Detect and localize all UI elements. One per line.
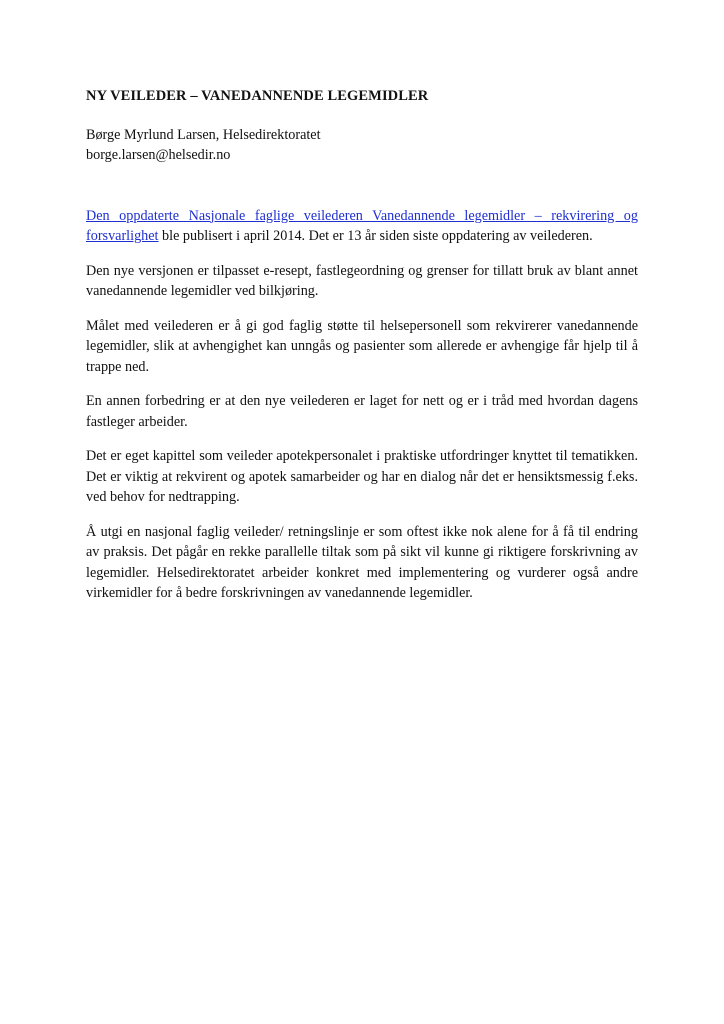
paragraph-3: Målet med veilederen er å gi god faglig støtte til helsepersonell som rekvirerer vanedannende legemidler, slik at avhengighet kan unngås og pasienter som allerede er avhengige får hjelp til å trappe ned.	[86, 317, 638, 375]
author-name: Børge Myrlund Larsen, Helsedirektoratet	[86, 126, 321, 143]
veileder-link[interactable]: Den oppdaterte Nasjonale faglige veilederen Vanedannende legemidler – rekvirering og forsvarlighet	[86, 207, 638, 244]
paragraph-5: Det er eget kapittel som veileder apotekpersonalet i praktiske utfordringer knyttet til tematikken. Det er viktig at rekvirent og apotek samarbeider og har en dialog når det er hensiktsmessig f.eks. ved behov for nedtrapping.	[86, 448, 638, 505]
paragraph-6: Å utgi en nasjonal faglig veileder/ retningslinje er som oftest ikke nok alene for å få til endring av praksis. Det pågår en rekke parallelle tiltak som på sikt vil kunne gi riktigere forskrivning av legemidler. Helsedirektoratet arbeider konkret med implementering og vurderer også andre virkemidler for å bedre forskrivningen av vanedannende legemidler.	[86, 523, 638, 601]
author-email: borge.larsen@helsedir.no	[86, 147, 231, 163]
paragraph-2: Den nye versjonen er tilpasset e-resept, fastlegeordning og grenser for tillatt bruk av blant annet vanedannende legemidler ved bilkjøring.	[86, 262, 638, 299]
author-block	[86, 125, 638, 166]
paragraph-4: En annen forbedring er at den nye veilederen er laget for nett og er i tråd med hvordan dagens fastleger arbeider.	[86, 393, 638, 430]
paragraph-1	[86, 206, 638, 247]
document-title: NY VEILEDER – VANEDANNENDE LEGEMIDLER	[86, 88, 429, 104]
document-page	[86, 86, 638, 618]
paragraph-1-text: ble publisert i april 2014. Det er 13 år siden siste oppdatering av veilederen.	[158, 228, 593, 244]
